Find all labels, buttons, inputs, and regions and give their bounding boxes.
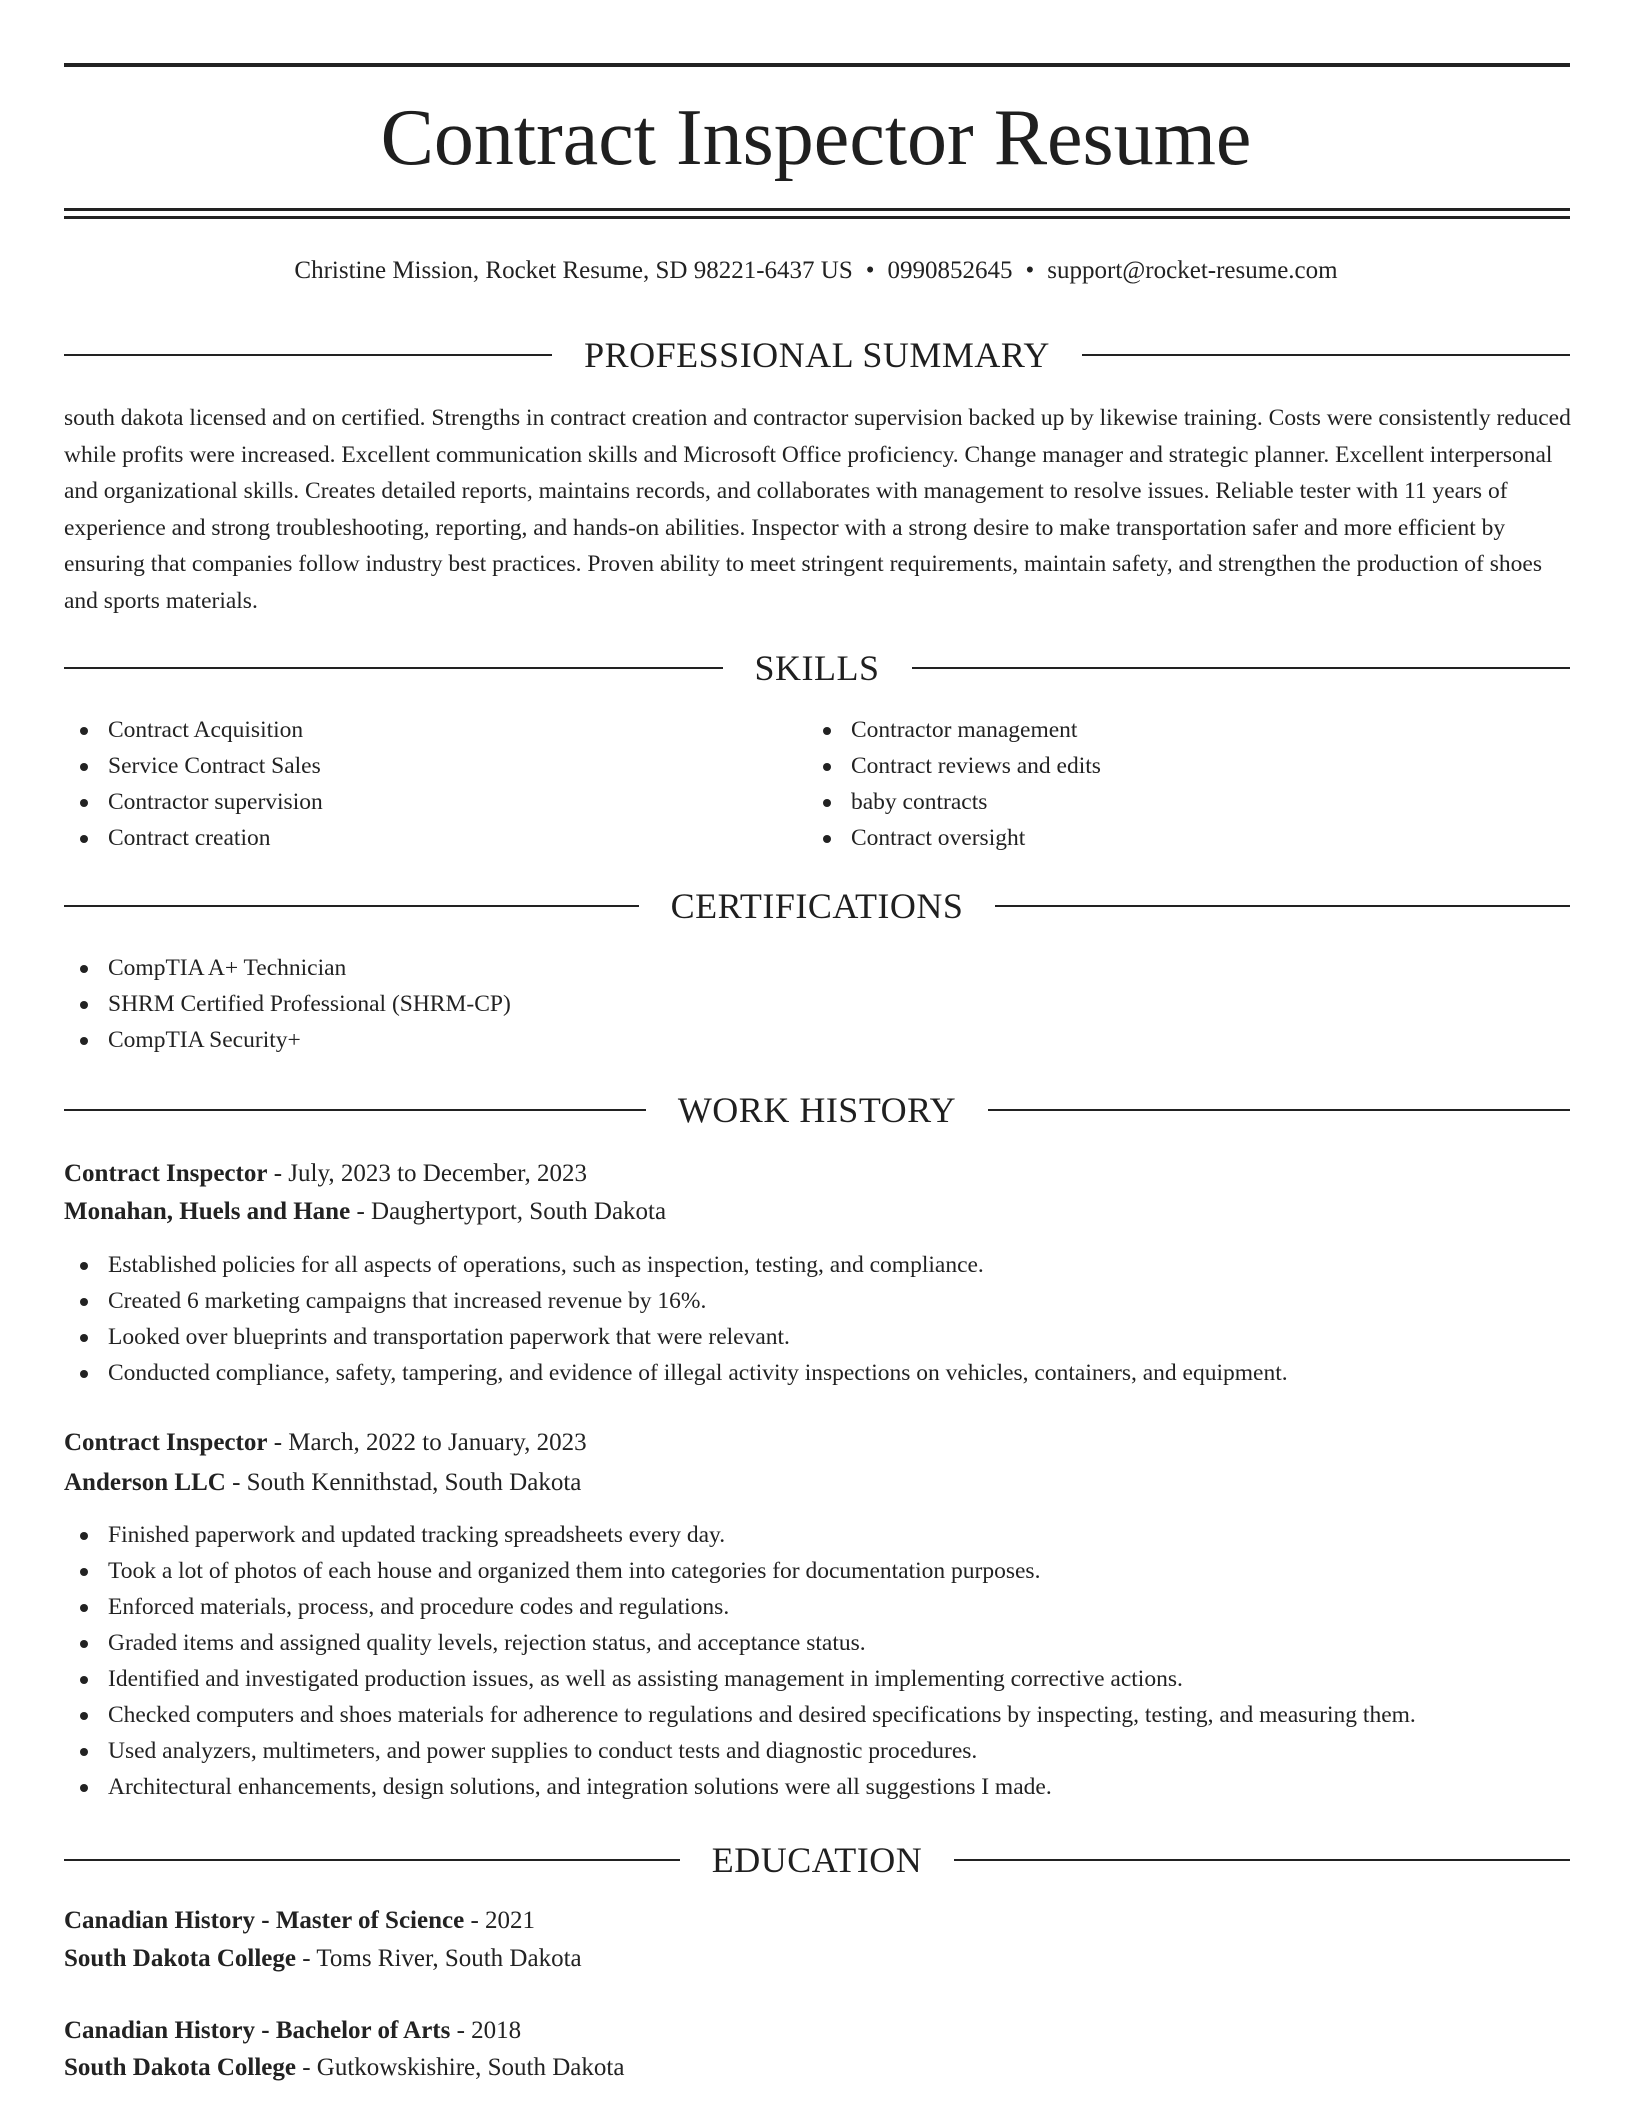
job-duty: Took a lot of photos of each house and organized them into categories for documentation purposes.	[64, 1553, 1416, 1589]
job-duty: Graded items and assigned quality levels, rejection status, and acceptance status.	[64, 1625, 1416, 1661]
job-duty: Enforced materials, process, and procedure codes and regulations.	[64, 1589, 1416, 1625]
education-degree: Canadian History - Bachelor of Arts	[64, 2017, 451, 2044]
education-year: - 2018	[450, 2017, 522, 2044]
job-duty: Established policies for all aspects of operations, such as inspection, testing, and compliance.	[64, 1247, 1288, 1283]
certification-item: SHRM Certified Professional (SHRM-CP)	[64, 986, 511, 1022]
job-company-line	[64, 1194, 666, 1230]
education-degree-line	[64, 2013, 521, 2049]
section-title: EDUCATION	[711, 1840, 923, 1880]
summary-text: south dakota licensed and on certified. Strengths in contract creation and contractor supervision backed up by likewise training. Costs were consistently reduced while profits were increased. Excellent communication skills and Microsoft Office proficiency. Change manager and strategic planner. Excellent interpersonal and organizational skills. Creates detailed reports, maintains records, and collaborates with management to resolve issues. Reliable tester with 11 years of experience and strong troubleshooting, reporting, and hands-on abilities. Inspector with a strong desire to make transportation safer and more efficient by ensuring that companies follow industry best practices. Proven ability to meet stringent requirements, maintain safety, and strengthen the production of shoes and sports materials.	[64, 405, 1571, 614]
contact-email[interactable]: support@rocket-resume.com	[1047, 257, 1338, 284]
contact-address: Christine Mission, Rocket Resume, SD 98221-6437 US	[294, 257, 853, 284]
section-header-work-history	[64, 1088, 1570, 1132]
skill-item: Contract reviews and edits	[807, 748, 1101, 784]
skills-list-right	[807, 712, 1101, 856]
job-duties-list	[64, 1247, 1288, 1391]
education-year: - 2021	[464, 1907, 536, 1934]
contact-separator: •	[865, 257, 875, 284]
job-dates: - July, 2023 to December, 2023	[267, 1160, 587, 1187]
section-header-skills	[64, 646, 1570, 690]
divider	[1082, 354, 1570, 356]
job-title: Contract Inspector	[64, 1429, 268, 1456]
contact-phone: 0990852645	[887, 257, 1013, 284]
education-location: - Gutkowskishire, South Dakota	[295, 2054, 625, 2081]
section-title: WORK HISTORY	[677, 1090, 957, 1130]
job-duty: Looked over blueprints and transportation paperwork that were relevant.	[64, 1319, 1288, 1355]
job-dates: - March, 2022 to January, 2023	[267, 1429, 587, 1456]
skill-item: baby contracts	[807, 784, 1101, 820]
certification-item: CompTIA Security+	[64, 1022, 511, 1058]
divider	[64, 667, 723, 669]
job-location: - Daughertyport, South Dakota	[350, 1198, 667, 1225]
divider	[64, 905, 639, 907]
divider	[64, 1859, 680, 1861]
job-duties-list	[64, 1517, 1416, 1805]
section-header-education	[64, 1838, 1570, 1882]
section-header-certifications	[64, 884, 1570, 928]
job-location: - South Kennithstad, South Dakota	[225, 1469, 582, 1496]
skill-item: Contractor management	[807, 712, 1101, 748]
title-rule-upper	[64, 208, 1570, 211]
job-duty: Used analyzers, multimeters, and power supplies to conduct tests and diagnostic procedures.	[64, 1733, 1416, 1769]
section-title: PROFESSIONAL SUMMARY	[584, 335, 1050, 375]
skill-item: Contract creation	[64, 820, 323, 856]
contact-line	[0, 254, 1632, 288]
job-company-line	[64, 1465, 581, 1501]
education-degree: Canadian History - Master of Science	[64, 1907, 465, 1934]
certification-item: CompTIA A+ Technician	[64, 950, 511, 986]
contact-separator: •	[1025, 257, 1035, 284]
divider	[954, 1859, 1570, 1861]
divider	[64, 354, 552, 356]
job-duty: Architectural enhancements, design solutions, and integration solutions were all suggestions I made.	[64, 1769, 1416, 1805]
education-degree-line	[64, 1903, 535, 1939]
skill-item: Contract oversight	[807, 820, 1101, 856]
section-title: CERTIFICATIONS	[670, 886, 964, 926]
job-title: Contract Inspector	[64, 1160, 268, 1187]
section-title: SKILLS	[754, 648, 880, 688]
education-school-line	[64, 2050, 624, 2086]
title-rule-lower	[64, 216, 1570, 219]
section-header-summary	[64, 333, 1570, 377]
skill-item: Service Contract Sales	[64, 748, 323, 784]
job-title-line	[64, 1425, 587, 1461]
skill-item: Contract Acquisition	[64, 712, 323, 748]
education-school: South Dakota College	[64, 1945, 296, 1972]
divider	[995, 905, 1570, 907]
top-rule	[64, 63, 1570, 67]
job-duty: Identified and investigated production issues, as well as assisting management in implementing corrective actions.	[64, 1661, 1416, 1697]
job-title-line	[64, 1156, 587, 1192]
job-duty: Created 6 marketing campaigns that increased revenue by 16%.	[64, 1283, 1288, 1319]
job-duty: Checked computers and shoes materials for adherence to regulations and desired specifications by inspecting, testing, and measuring them.	[64, 1697, 1416, 1733]
skill-item: Contractor supervision	[64, 784, 323, 820]
resume-title: Contract Inspector Resume	[380, 94, 1252, 182]
certifications-list	[64, 950, 511, 1058]
job-duty: Finished paperwork and updated tracking spreadsheets every day.	[64, 1517, 1416, 1553]
divider	[988, 1109, 1570, 1111]
education-school: South Dakota College	[64, 2054, 296, 2081]
skills-list-left	[64, 712, 323, 856]
job-company: Anderson LLC	[64, 1469, 226, 1496]
job-company: Monahan, Huels and Hane	[64, 1198, 351, 1225]
education-school-line	[64, 1941, 582, 1977]
divider	[64, 1109, 646, 1111]
job-duty: Conducted compliance, safety, tampering, and evidence of illegal activity inspections on vehicles, containers, and equipment.	[64, 1355, 1288, 1391]
divider	[912, 667, 1571, 669]
education-location: - Toms River, South Dakota	[295, 1945, 582, 1972]
